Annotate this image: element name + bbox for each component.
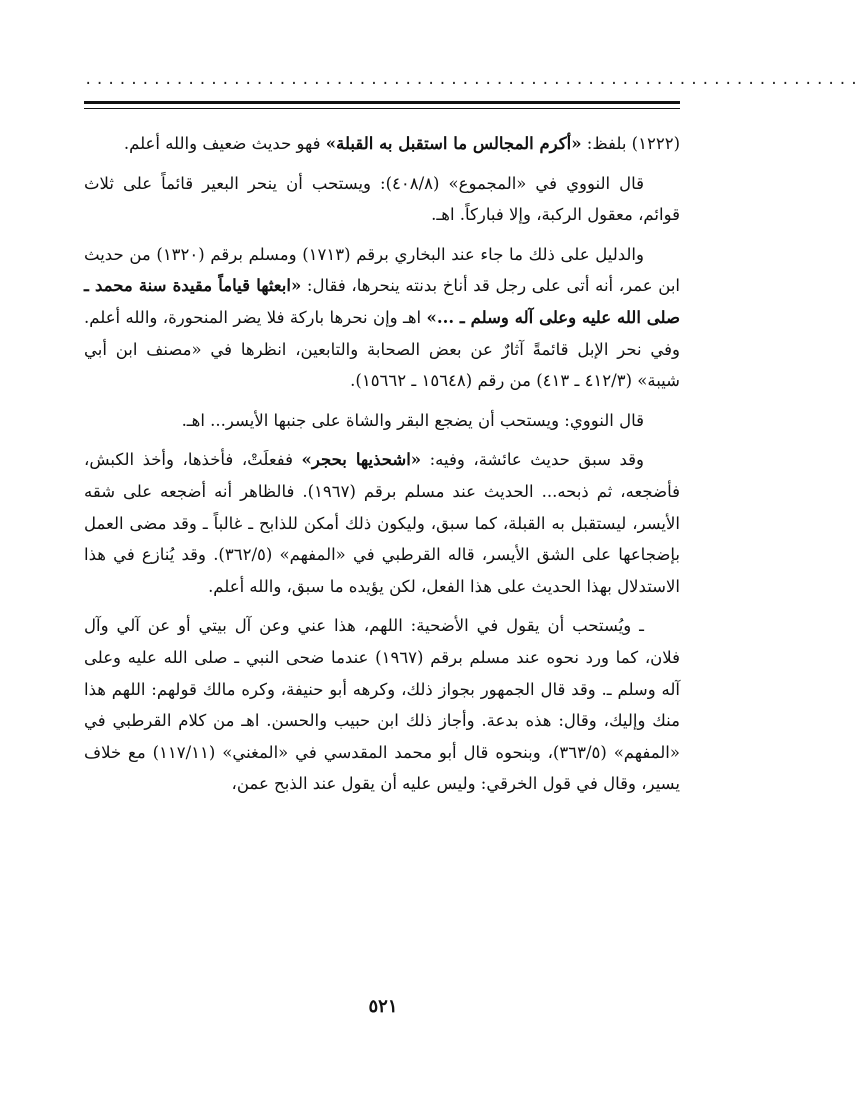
paragraph-3-bold-quote: «ابعثها قياماً مقيدة سنة محمد ـ صلى الله عليه وعلى آله وسلم ـ ...» [84, 276, 681, 327]
header-rule-thin [84, 108, 680, 109]
paragraph-1-bold-quote: «أكرم المجالس ما استقبل به القبلة» [325, 134, 582, 153]
paragraph-6 [84, 610, 680, 800]
header-dotted-line: .................................................................... [84, 72, 861, 88]
paragraph-4-text: قال النووي: ويستحب أن يضجع البقر والشاة على جنبها الأيسر... اهـ. [181, 410, 644, 430]
paragraph-1-text-start: (١٢٢٢) بلفظ: [581, 134, 680, 153]
paragraph-1-text-end: فهو حديث ضعيف والله أعلم. [123, 134, 326, 153]
paragraph-2-text: قال النووي في «المجموع» (٤٠٨/٨): ويستحب أن ينحر البعير قائماً على ثلاث قوائم، معقول الركبة، وإلا فباركاً. اهـ. [84, 173, 680, 225]
header-rule-thick [84, 101, 680, 104]
paragraph-3 [84, 239, 680, 397]
paragraph-5 [84, 444, 680, 602]
paragraph-3-text-start: والدليل على ذلك ما جاء عند البخاري برقم (١٧١٣) ومسلم برقم (١٣٢٠) من حديث ابن عمر، أنه أتى على رجل قد أناخ بدنته ينحرها، فقال: [84, 244, 681, 296]
paragraph-6-text: ـ ويُستحب أن يقول في الأضحية: اللهم، هذا عني وعن آل بيتي أو عن آلي وآل فلان، كما ورد نحوه عند مسلم برقم (١٩٦٧) عندما ضحى النبي ـ صلى الله عليه وعلى آله وسلم ـ. وقد قال الجمهور بجواز ذلك، وكرهه أبو حنيفة، وكره مالك قولهم: اللهم هذا منك وإليك، وقال: هذه بدعة. وأجاز ذلك ابن حبيب والحسن. اهـ من كلام القرطبي في «المفهم» (٣٦٣/٥)، وبنحوه قال أبو محمد المقدسي في «المغني» (١١٧/١١) مع خلاف يسير، وقال في قول الخرقي: وليس عليه أن يقول عند الذبح عمن، [84, 616, 681, 794]
body-text [84, 128, 680, 800]
paragraph-1 [84, 128, 680, 160]
page-number: ٥٢١ [368, 996, 398, 1017]
paragraph-5-text-end: ففعلَتْ، فأخذها، وأخذ الكبش، فأضجعه، ثم ذبحه... الحديث عند مسلم برقم (١٩٦٧). فالظاهر أنه أضجعه على شقه الأيسر، ليستقبل به القبلة، كما سبق، وليكون ذلك أمكن للذابح ـ غالباً ـ وقد مضى العمل بإضجاعها على الشق الأيسر، قاله القرطبي في «المفهم» (٣٦٢/٥). وقد يُنازع في هذا الاستدلال بهذا الحديث على هذا الفعل، لكن يؤيده ما سبق، والله أعلم. [84, 450, 681, 596]
paragraph-3-text-end: اهـ وإن نحرها باركة فلا يضر المنحورة، والله أعلم. وفي نحر الإبل قائمةً آثارٌ عن بعض الصحابة والتابعين، انظرها في «مصنف ابن أبي شيبة» (٤١٢/٣ ـ ٤١٣) من رقم (١٥٦٤٨ ـ ١٥٦٦٢). [84, 307, 680, 391]
paragraph-2 [84, 168, 680, 231]
paragraph-4 [84, 405, 680, 437]
paragraph-5-text-start: وقد سبق حديث عائشة، وفيه: [421, 450, 644, 470]
paragraph-5-bold-quote: «اشحذيها بحجر» [301, 450, 422, 470]
